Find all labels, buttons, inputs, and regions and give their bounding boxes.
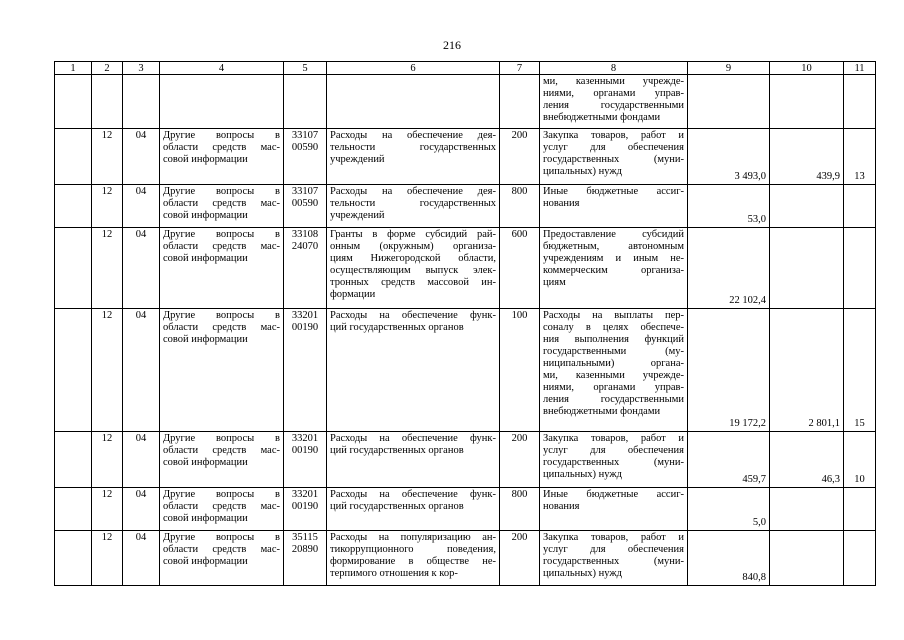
amount-2-cell (770, 228, 844, 309)
amount-2-cell: 46,3 (770, 432, 844, 488)
article-name-cell (327, 432, 500, 488)
text-line: ниципальными) органа- (543, 358, 684, 369)
expense-type-name-cell (540, 488, 688, 531)
text-line: учреждений (330, 210, 385, 221)
amount-cell: 5,0 (688, 488, 770, 531)
text-line: внебюджетными фондами (543, 406, 661, 417)
expense-type-name-cell (540, 185, 688, 228)
text-line: Закупка товаров, работ и (543, 532, 684, 543)
column-header-5: 5 (284, 62, 327, 75)
text-line: 33107 (291, 130, 319, 141)
text-line: ципальных) нужд (543, 166, 623, 177)
table-body (55, 62, 876, 586)
text-line: совой информации (163, 457, 248, 468)
text-line: формации (330, 289, 376, 300)
text-line: учреждений (330, 154, 385, 165)
text-line: 00190 (291, 322, 319, 333)
subsection-cell (123, 75, 160, 129)
row-number-cell (55, 309, 92, 432)
table-row (55, 129, 876, 185)
text-line: 00190 (291, 501, 319, 512)
text-line: услуг для обеспечения (543, 544, 684, 555)
expense-type-cell: 800 (500, 185, 540, 228)
percent-cell (844, 185, 876, 228)
amount-cell (688, 75, 770, 129)
text-line: совой информации (163, 210, 248, 221)
expense-type-name-cell (540, 531, 688, 586)
target-article-cell (284, 309, 327, 432)
section-cell: 12 (92, 129, 123, 185)
section-cell: 12 (92, 488, 123, 531)
column-header-1: 1 (55, 62, 92, 75)
text-line: Закупка товаров, работ и (543, 433, 684, 444)
text-line: ций государственных органов (330, 322, 464, 333)
text-line: 33201 (291, 310, 319, 321)
section-cell: 12 (92, 185, 123, 228)
expense-type-cell: 600 (500, 228, 540, 309)
subsection-cell: 04 (123, 531, 160, 586)
text-line: государственными (му- (543, 346, 684, 357)
text-line: ления государственными (543, 100, 684, 111)
text-line: Другие вопросы в (163, 433, 280, 444)
text-line: совой информации (163, 154, 248, 165)
text-line: циям Нижегородской области, (330, 253, 496, 264)
subsection-cell: 04 (123, 488, 160, 531)
amount-cell: 19 172,2 (688, 309, 770, 432)
expense-type-cell: 800 (500, 488, 540, 531)
text-line: 24070 (291, 241, 319, 252)
amount-cell: 3 493,0 (688, 129, 770, 185)
text-line: нования (543, 198, 580, 209)
target-article-cell (284, 488, 327, 531)
amount-cell: 459,7 (688, 432, 770, 488)
header-row (55, 62, 876, 75)
text-line: государственных (муни- (543, 457, 684, 468)
text-line: совой информации (163, 513, 248, 524)
text-line: учреждениям и иным не- (543, 253, 684, 264)
percent-cell: 15 (844, 309, 876, 432)
percent-cell (844, 488, 876, 531)
amount-2-cell (770, 488, 844, 531)
column-header-2: 2 (92, 62, 123, 75)
text-line: Иные бюджетные ассиг- (543, 489, 684, 500)
text-line: ми, казенными учрежде- (543, 76, 684, 87)
text-line: тельности государственных (330, 198, 496, 209)
text-line: Расходы на выплаты пер- (543, 310, 684, 321)
section-cell: 12 (92, 531, 123, 586)
row-number-cell (55, 129, 92, 185)
subsection-name-cell (160, 185, 284, 228)
amount-2-cell: 439,9 (770, 129, 844, 185)
page-number: 216 (443, 38, 461, 52)
subsection-name-cell (160, 228, 284, 309)
text-line: ниями, органами управ- (543, 88, 684, 99)
text-line: Закупка товаров, работ и (543, 130, 684, 141)
section-cell: 12 (92, 432, 123, 488)
text-line: области средств мас- (163, 322, 280, 333)
text-line: внебюджетными фондами (543, 112, 661, 123)
subsection-name-cell (160, 531, 284, 586)
amount-cell: 840,8 (688, 531, 770, 586)
text-line: государственных (муни- (543, 556, 684, 567)
text-line: Расходы на обеспечение функ- (330, 433, 496, 444)
text-line: Расходы на обеспечение функ- (330, 489, 496, 500)
target-article-cell (284, 432, 327, 488)
subsection-name-cell (160, 75, 284, 129)
article-name-cell (327, 75, 500, 129)
text-line: Расходы на обеспечение дея- (330, 130, 496, 141)
text-line: совой информации (163, 334, 248, 345)
row-number-cell (55, 75, 92, 129)
text-line: Расходы на популяризацию ан- (330, 532, 496, 543)
percent-cell: 13 (844, 129, 876, 185)
target-article-cell (284, 185, 327, 228)
text-line: 33201 (291, 433, 319, 444)
text-line: ми, казенными учрежде- (543, 370, 684, 381)
subsection-name-cell (160, 488, 284, 531)
expense-type-cell: 200 (500, 129, 540, 185)
text-line: 33107 (291, 186, 319, 197)
percent-cell (844, 531, 876, 586)
expense-type-name-cell (540, 309, 688, 432)
table-row (55, 228, 876, 309)
amount-2-cell (770, 75, 844, 129)
row-number-cell (55, 531, 92, 586)
text-line: ципальных) нужд (543, 568, 623, 579)
text-line: осуществляющим выпуск элек- (330, 265, 496, 276)
text-line: Другие вопросы в (163, 310, 280, 321)
article-name-cell (327, 488, 500, 531)
amount-2-cell (770, 185, 844, 228)
text-line: области средств мас- (163, 445, 280, 456)
table-row (55, 75, 876, 129)
text-line: циям (543, 277, 566, 288)
column-header-7: 7 (500, 62, 540, 75)
expense-type-cell: 200 (500, 432, 540, 488)
row-number-cell (55, 488, 92, 531)
text-line: 00190 (291, 445, 319, 456)
text-line: терпимого отношения к кор- (330, 568, 458, 579)
text-line: 35115 (292, 532, 318, 543)
amount-2-cell: 2 801,1 (770, 309, 844, 432)
expense-type-name-cell (540, 228, 688, 309)
text-line: соналу в целях обеспече- (543, 322, 684, 333)
table-row (55, 185, 876, 228)
text-line: услуг для обеспечения (543, 445, 684, 456)
amount-cell: 22 102,4 (688, 228, 770, 309)
table-row (55, 531, 876, 586)
text-line: области средств мас- (163, 198, 280, 209)
column-header-9: 9 (688, 62, 770, 75)
percent-cell (844, 75, 876, 129)
text-line: государственных (муни- (543, 154, 684, 165)
text-line: Другие вопросы в (163, 186, 280, 197)
text-line: ления государственными (543, 394, 684, 405)
text-line: области средств мас- (163, 501, 280, 512)
column-header-4: 4 (160, 62, 284, 75)
text-line: услуг для обеспечения (543, 142, 684, 153)
target-article-cell (284, 228, 327, 309)
column-header-3: 3 (123, 62, 160, 75)
row-number-cell (55, 432, 92, 488)
text-line: 33108 (291, 229, 319, 240)
text-line: 00590 (291, 142, 319, 153)
text-line: нования (543, 501, 580, 512)
expense-type-name-cell (540, 129, 688, 185)
subsection-name-cell (160, 432, 284, 488)
text-line: тельности государственных (330, 142, 496, 153)
subsection-name-cell (160, 129, 284, 185)
text-line: Расходы на обеспечение функ- (330, 310, 496, 321)
column-header-10: 10 (770, 62, 844, 75)
amount-cell: 53,0 (688, 185, 770, 228)
text-line: ций государственных органов (330, 445, 464, 456)
article-name-cell (327, 129, 500, 185)
table-row (55, 309, 876, 432)
text-line: тикоррупционного поведения, (330, 544, 496, 555)
table-row (55, 432, 876, 488)
subsection-cell: 04 (123, 432, 160, 488)
text-line: совой информации (163, 253, 248, 264)
article-name-cell (327, 309, 500, 432)
section-cell: 12 (92, 309, 123, 432)
subsection-cell: 04 (123, 309, 160, 432)
column-header-6: 6 (327, 62, 500, 75)
text-line: бюджетным, автономным (543, 241, 684, 252)
expense-type-cell: 200 (500, 531, 540, 586)
text-line: тронных средств массовой ин- (330, 277, 496, 288)
expense-type-cell: 100 (500, 309, 540, 432)
row-number-cell (55, 228, 92, 309)
text-line: Предоставление субсидий (543, 229, 684, 240)
text-line: ципальных) нужд (543, 469, 623, 480)
text-line: 33201 (291, 489, 319, 500)
table-row (55, 488, 876, 531)
percent-cell: 10 (844, 432, 876, 488)
article-name-cell (327, 531, 500, 586)
budget-table (54, 61, 876, 586)
text-line: 20890 (291, 544, 319, 555)
article-name-cell (327, 185, 500, 228)
subsection-name-cell (160, 309, 284, 432)
column-header-11: 11 (844, 62, 876, 75)
text-line: области средств мас- (163, 142, 280, 153)
text-line: области средств мас- (163, 544, 280, 555)
text-line: формирование в обществе не- (330, 556, 496, 567)
column-header-8: 8 (540, 62, 688, 75)
subsection-cell: 04 (123, 129, 160, 185)
target-article-cell (284, 531, 327, 586)
text-line: области средств мас- (163, 241, 280, 252)
text-line: совой информации (163, 556, 248, 567)
text-line: Иные бюджетные ассиг- (543, 186, 684, 197)
text-line: коммерческим организа- (543, 265, 684, 276)
amount-2-cell (770, 531, 844, 586)
section-cell: 12 (92, 228, 123, 309)
text-line: Гранты в форме субсидий рай- (330, 229, 496, 240)
subsection-cell: 04 (123, 185, 160, 228)
section-cell (92, 75, 123, 129)
text-line: онным (окружным) организа- (330, 241, 496, 252)
expense-type-name-cell (540, 432, 688, 488)
text-line: ниями, органами управ- (543, 382, 684, 393)
text-line: Другие вопросы в (163, 229, 280, 240)
text-line: 00590 (291, 198, 319, 209)
article-name-cell (327, 228, 500, 309)
target-article-cell (284, 129, 327, 185)
text-line: Другие вопросы в (163, 489, 280, 500)
text-line: Другие вопросы в (163, 532, 280, 543)
percent-cell (844, 228, 876, 309)
target-article-cell (284, 75, 327, 129)
expense-type-name-cell (540, 75, 688, 129)
text-line: ций государственных органов (330, 501, 464, 512)
expense-type-cell (500, 75, 540, 129)
text-line: Расходы на обеспечение дея- (330, 186, 496, 197)
text-line: Другие вопросы в (163, 130, 280, 141)
row-number-cell (55, 185, 92, 228)
subsection-cell: 04 (123, 228, 160, 309)
text-line: ния выполнения функций (543, 334, 684, 345)
